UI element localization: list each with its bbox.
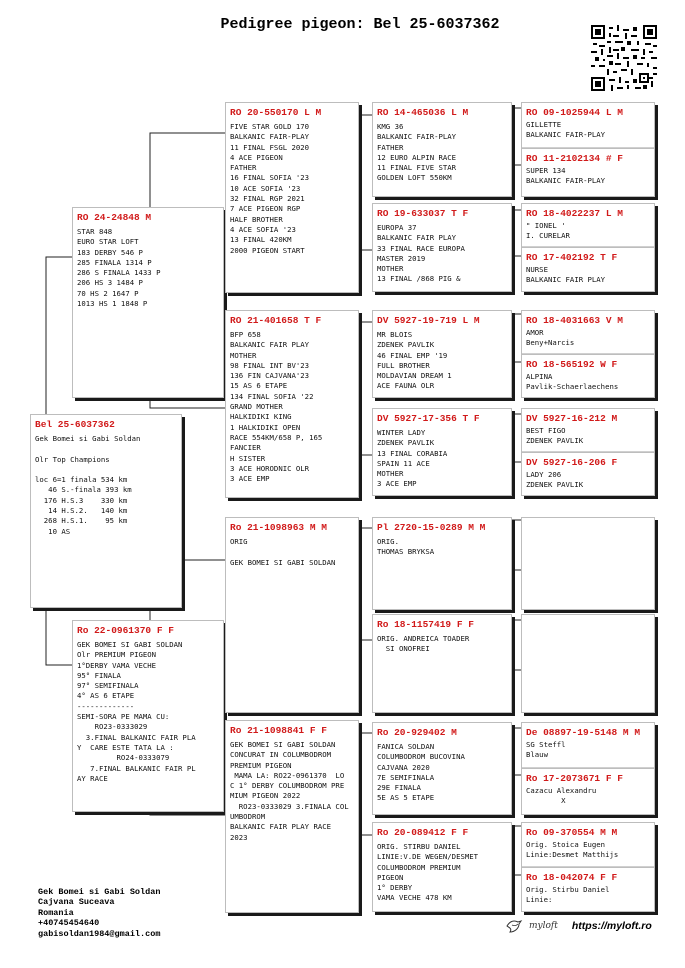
gggp-text: ALPINA Pavlik-Schaerlaechens [526, 372, 619, 392]
gggp-ring: DV 5927-16-206 F [526, 457, 618, 468]
gggp-ring: RO 18-4022237 L M [526, 208, 623, 219]
grandparent-ring: RO 20-550170 L M [230, 107, 322, 118]
sire-card[interactable] [72, 207, 224, 398]
great-grandparent-ring: RO 19-633037 T F [377, 208, 469, 219]
great-grandparent-ring: Ro 20-929402 M [377, 727, 457, 738]
gggp-text: Cazacu Alexandru X [526, 786, 597, 806]
gggp-text: Orig. Stirbu Daniel Linie: [526, 885, 610, 905]
gggp-card[interactable] [521, 722, 655, 815]
brand-logo-text: myloft [529, 921, 558, 931]
owner-phone: +40745454640 [38, 918, 100, 929]
gggp-card[interactable] [521, 102, 655, 197]
gggp-ring: RO 09-1025944 L M [526, 107, 623, 118]
grandparent-card[interactable] [225, 102, 359, 293]
gggp-text: NURSE BALKANIC FAIR PLAY [526, 265, 606, 285]
owner-city: Cajvana Suceava [38, 897, 115, 908]
great-grandparent-text: KMG 36 BALKANIC FAIR-PLAY FATHER 12 EURO ALPIN RACE 11 FINAL FIVE STAR GOLDEN LOFT 550KM [377, 122, 457, 183]
gggp-card[interactable] [521, 203, 655, 292]
owner-name: Gek Bomei si Gabi Soldan [38, 887, 161, 897]
gggp-card[interactable] [521, 822, 655, 912]
gggp-text: SG Steffl Blauw [526, 740, 566, 760]
gggp-ring: DV 5927-16-212 M [526, 413, 618, 424]
great-grandparent-ring: RO 14-465036 L M [377, 107, 469, 118]
gggp-ring: RO 17-402192 T F [526, 252, 618, 263]
sire-text: STAR 848 EURO STAR LOFT 183 DERBY 546 P 285 FINALA 1314 P 286 S FINALA 1433 P 206 HS 3 1484 P 70 HS 2 1647 P 1013 HS 1 1848 P [77, 227, 161, 309]
great-grandparent-card[interactable] [372, 310, 512, 398]
owner-country: Romania [38, 907, 74, 918]
grandparent-card[interactable] [225, 720, 359, 913]
gggp-ring: RO 18-4031663 V M [526, 315, 623, 326]
great-grandparent-card[interactable] [372, 517, 512, 610]
gggp-text: " IONEL ' I. CURELAR [526, 221, 570, 241]
gggp-text: BEST FIGO ZDENEK PAVLIK [526, 426, 584, 446]
grandparent-text: BFP 658 BALKANIC FAIR PLAY MOTHER 98 FINAL INT BV'23 136 FIN CAJVANA'23 15 AS 6 ETAPE 134 FINAL SOFIA '22 GRAND MOTHER HALKIDIKI KING 1 HALKIDIKI OPEN RACE 554KM/658 P, 165 FANCIER H SISTER 3 ACE HORODNIC OLR 3 ACE EMP [230, 330, 323, 484]
great-grandparent-card[interactable] [372, 203, 512, 292]
dam-ring: Ro 22-0961370 F F [77, 625, 174, 636]
subject-ring: Bel 25-6037362 [35, 419, 115, 430]
gggp-text: Orig. Stoica Eugen Linie:Desmet Matthijs [526, 840, 619, 860]
gggp-ring: Ro 18-042074 F F [526, 872, 618, 883]
gggp-empty-card[interactable] [521, 614, 655, 713]
gggp-ring: Ro 09-370554 M M [526, 827, 618, 838]
pigeon-logo-icon [505, 917, 523, 935]
great-grandparent-text: ORIG. STIRBU DANIEL LINIE:V.DE WEGEN/DESMET COLUMBODROM PREMIUM PIGEON 1° DERBY VAMA VECHE 478 KM [377, 842, 479, 903]
dam-card[interactable] [72, 620, 224, 812]
great-grandparent-ring: DV 5927-17-356 T F [377, 413, 480, 424]
great-grandparent-card[interactable] [372, 408, 512, 496]
page-title: Pedigree pigeon: Bel 25-6037362 [220, 16, 500, 33]
grandparent-ring: RO 21-401658 T F [230, 315, 322, 326]
grandparent-text: ORIG GEK BOMEI SI GABI SOLDAN [230, 537, 336, 567]
grandparent-ring: Ro 21-1098963 M M [230, 522, 327, 533]
sire-ring: RO 24-24848 M [77, 212, 152, 223]
dam-text: GEK BOMEI SI GABI SOLDAN Olr PREMIUM PIGEON 1°DERBY VAMA VECHE 95° FINALA 97° SEMIFINALA 4° AS 6 ETAPE ------------- SEMI-SORA PE MAMA CU: RO23-0333029 3.FINAL BALKANIC FAIR PLA Y CARE ESTE TATA LA : RO24-0333079 7.FINAL BALKANIC FAIR PL AY RACE [77, 640, 196, 783]
grandparent-text: FIVE STAR GOLD 170 BALKANIC FAIR-PLAY 11 FINAL FSGL 2020 4 ACE PIGEON FATHER 16 FINAL SOFIA '23 10 ACE SOFIA '23 32 FINAL RGP 2021 7 ACE PIGEON RGP HALF BROTHER 4 ACE SOFIA '23 13 FINAL 420KM 2000 PIGEON START [230, 122, 310, 255]
great-grandparent-text: MR BLOIS ZDENEK PAVLIK 46 FINAL EMP '19 FULL BROTHER MOLDAVIAN DREAM 1 ACE FAUNA OLR [377, 330, 452, 391]
grandparent-text: GEK BOMEI SI GABI SOLDAN CONCURAT IN COLUMBODROM PREMIUM PIGEON MAMA LA: RO22-0961370 LO C 1° DERBY COLUMBODROM PRE MIUM PIGEON 2022 RO23-0333029 3.FINALA COL UMBODROM BALKANIC FAIR PLAY RACE 2023 [230, 740, 349, 842]
grandparent-card[interactable] [225, 517, 359, 713]
gggp-empty-card[interactable] [521, 517, 655, 610]
great-grandparent-text: WINTER LADY ZDENEK PAVLIK 13 FINAL CORABIA SPAIN 11 ACE MOTHER 3 ACE EMP [377, 428, 448, 489]
brand-url-link[interactable]: https://myloft.ro [571, 920, 652, 932]
great-grandparent-ring: Pl 2720-15-0289 M M [377, 522, 486, 533]
gggp-ring: De 08897-19-5148 M M [526, 727, 641, 738]
brand-footer [505, 917, 652, 935]
subject-text: Gek Bomei si Gabi Soldan Olr Top Champions loc 6=1 finala 534 km 46 S.-finala 393 km 176 H.S.3 330 km 14 H.S.2. 140 km 268 H.S.1. 95 km 10 AS [35, 434, 141, 536]
gggp-ring: RO 11-2102134 # F [526, 153, 623, 164]
gggp-text: AMOR Beny+Narcis [526, 328, 575, 348]
great-grandparent-card[interactable] [372, 614, 512, 713]
great-grandparent-text: EUROPA 37 BALKANIC FAIR PLAY 33 FINAL RACE EUROPA MASTER 2019 MOTHER 13 FINAL /868 PIG & [377, 223, 465, 284]
gggp-text: LADY 206 ZDENEK PAVLIK [526, 470, 584, 490]
subject-card[interactable] [30, 414, 182, 608]
great-grandparent-card[interactable] [372, 822, 512, 912]
great-grandparent-ring: DV 5927-19-719 L M [377, 315, 480, 326]
great-grandparent-text: FANICA SOLDAN COLUMBODROM BUCOVINA CAJVANA 2020 7E SEMIFINALA 29E FINALA 5E AS 5 ETAPE [377, 742, 465, 803]
great-grandparent-card[interactable] [372, 102, 512, 197]
grandparent-card[interactable] [225, 310, 359, 498]
owner-contact [38, 887, 160, 939]
great-grandparent-text: ORIG. THOMAS BRYKSA [377, 537, 435, 557]
grandparent-ring: Ro 21-1098841 F F [230, 725, 327, 736]
great-grandparent-card[interactable] [372, 722, 512, 815]
great-grandparent-text: ORIG. ANDREICA TOADER SI ONOFREI [377, 634, 470, 654]
great-grandparent-ring: Ro 20-089412 F F [377, 827, 469, 838]
gggp-ring: Ro 17-2073671 F F [526, 773, 623, 784]
gggp-card[interactable] [521, 408, 655, 496]
gggp-text: GILLETTE BALKANIC FAIR-PLAY [526, 120, 606, 140]
great-grandparent-ring: Ro 18-1157419 F F [377, 619, 474, 630]
gggp-text: SUPER 134 BALKANIC FAIR-PLAY [526, 166, 606, 186]
owner-email[interactable]: gabisoldan1984@gmail.com [38, 928, 161, 939]
gggp-card[interactable] [521, 310, 655, 398]
gggp-ring: RO 18-565192 W F [526, 359, 618, 370]
